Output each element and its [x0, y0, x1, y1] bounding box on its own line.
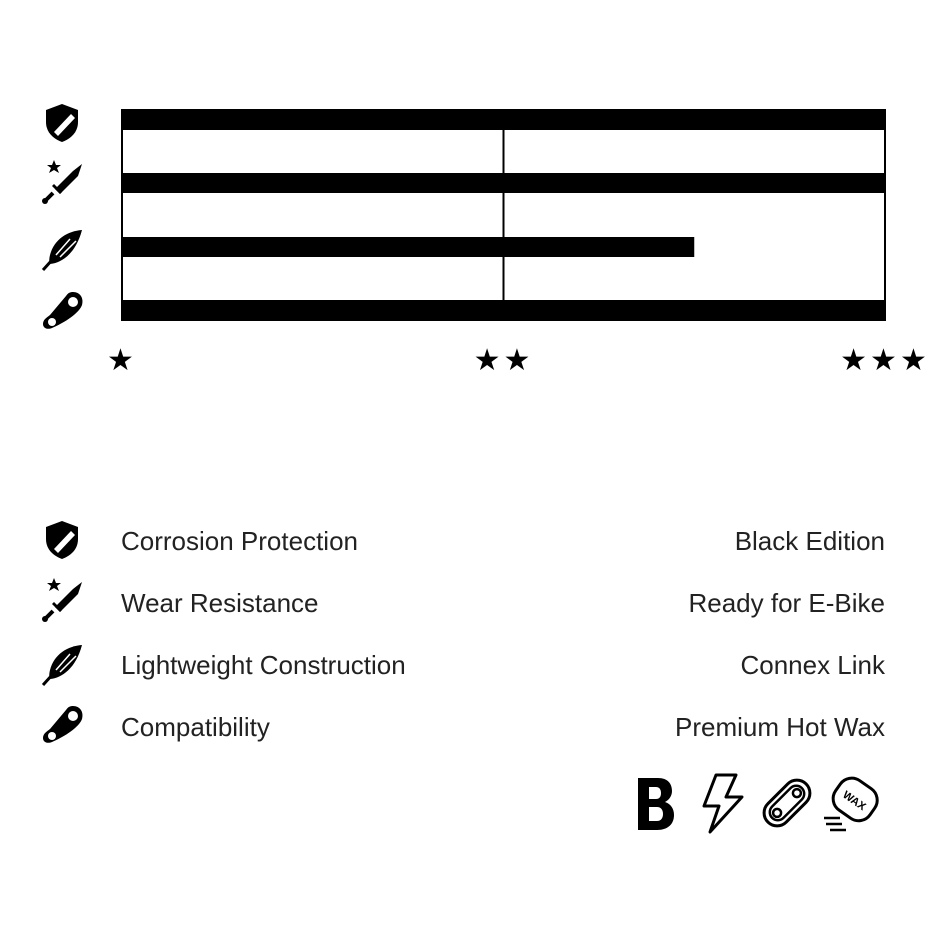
feature-icons — [630, 770, 890, 840]
chain-link-icon — [40, 288, 84, 332]
lightning-bolt-icon — [692, 770, 754, 836]
feature-label-hot-wax: Premium Hot Wax — [675, 712, 885, 742]
wax-text: WAX — [840, 788, 868, 814]
legend-row-lightweight — [0, 644, 940, 684]
legend-row-wear — [0, 582, 940, 622]
feature-label-connex-link: Connex Link — [740, 650, 885, 680]
feather-icon — [40, 227, 84, 271]
tick-label-two-stars: ★★ — [473, 343, 534, 378]
tick-label-three-stars: ★★★ — [840, 343, 930, 378]
shield-icon — [40, 518, 84, 562]
rating-chart — [0, 0, 940, 400]
legend-label-wear: Wear Resistance — [121, 588, 319, 618]
bar-lightweight-construction — [122, 237, 694, 257]
legend-label-lightweight: Lightweight Construction — [121, 650, 406, 680]
legend-row-corrosion — [0, 520, 940, 560]
bar-compatibility — [122, 300, 885, 320]
feature-label-black-edition: Black Edition — [734, 526, 885, 556]
sword-icon — [40, 160, 84, 204]
letter-b-icon — [630, 770, 692, 836]
chain-link-icon — [40, 702, 84, 746]
shield-icon — [40, 101, 84, 145]
feather-icon — [40, 642, 84, 686]
sword-icon — [40, 578, 84, 622]
bar-corrosion-protection — [122, 110, 885, 130]
legend-label-corrosion: Corrosion Protection — [121, 526, 358, 556]
feature-label-e-bike: Ready for E-Bike — [688, 588, 885, 618]
legend-label-compatibility: Compatibility — [121, 712, 270, 742]
connex-link-icon — [756, 770, 818, 836]
wax-icon — [822, 770, 884, 836]
bar-wear-resistance — [122, 173, 885, 193]
tick-label-one-star: ★ — [107, 343, 137, 378]
legend-row-compatibility — [0, 706, 940, 746]
